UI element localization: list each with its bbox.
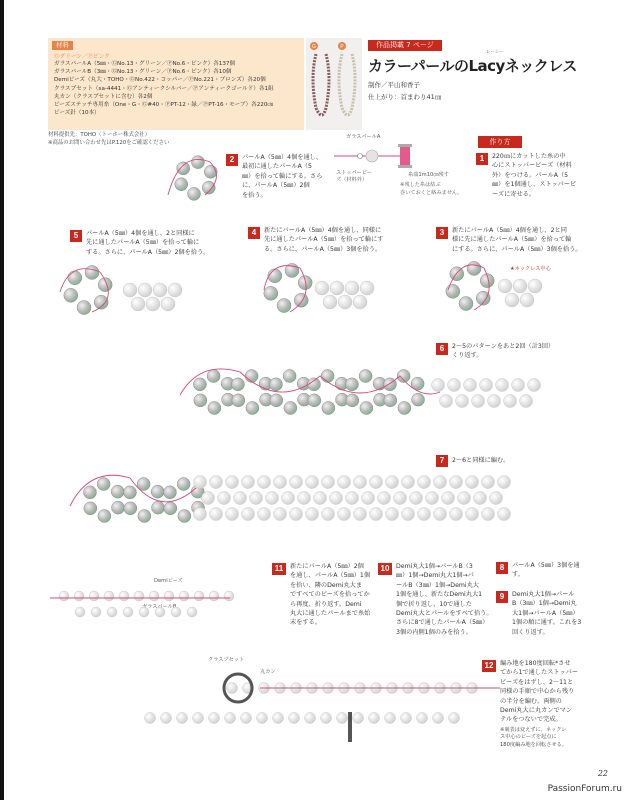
strung-bead [232,394,245,407]
loose-bead [498,476,511,489]
loose-bead [417,713,428,724]
materials-tag: 材料 [52,41,73,50]
loose-bead [466,476,479,489]
strung-bead [446,284,460,298]
loose-bead [432,379,445,392]
step-7-text: 2〜6と同様に編む。 [452,457,510,464]
loose-bead [323,295,337,309]
loose-bead [434,508,447,521]
page-number: 22 [597,769,608,778]
strung-bead [269,378,282,391]
strung-bead [111,485,124,498]
loose-bead [227,683,238,694]
strung-bead [277,299,291,313]
loose-bead [209,713,220,724]
step-number: 4 [248,227,260,239]
loose-bead [226,508,239,521]
strung-bead [152,501,165,514]
loose-bead [74,591,84,601]
loose-bead [449,713,460,724]
strung-bead [163,486,176,499]
loose-bead [490,492,503,505]
loose-bead [145,713,156,724]
step-2-text: パールA（5㎜）4個を通し、 最初に通したパールA（5 ㎜）を拾って輪にする。さら に、パールA（5㎜）2個 を拾う。 [242,154,323,199]
loose-bead [402,508,415,521]
step-number: 1 [476,153,488,165]
loose-bead [394,492,407,505]
loose-bead [257,713,268,724]
loose-bead [504,395,517,408]
step-12-text: 編み地を180度回転*させ てから1で通したストッパー ビーズをはずし、2〜11と 同様の手順で中心から残り の半分を編む。両側の Demi丸大に丸カンでマン テルをつないで完成。 [500,660,578,724]
strung-bead [270,394,283,407]
prep-label-stopper: ストッパービーズ（材料外） [336,170,372,183]
loose-bead [218,492,231,505]
strung-bead [208,401,221,414]
strung-bead [68,271,82,285]
strung-bead [308,394,321,407]
loose-bead [241,713,252,724]
loose-bead [410,492,423,505]
loose-bead [418,508,431,521]
loose-bead [322,508,335,521]
loose-bead [353,713,364,724]
strung-bead [123,486,136,499]
site-watermark: PassionForum.ru [547,784,622,794]
materials-variants: Ⓖグリーン／Ⓟピンク [54,54,110,60]
loose-bead [290,508,303,521]
strung-bead [322,401,335,414]
prep-label-note2: 巻いておくと絡みません。 [400,190,463,196]
loose-bead [440,395,453,408]
strung-bead [345,378,358,391]
photo-label-p: P [340,44,344,50]
step-4-text: 新たにパールA（5㎜）4個を通し、同様に 先に通したパールA（5㎜）を拾って輪にす る。さらに、パールA（5㎜）3個を拾う。 [264,227,384,253]
loose-bead [450,476,463,489]
loose-bead [498,279,512,293]
strung-bead [284,401,297,414]
page-title: カラーパールのLacyネックレス [368,57,577,75]
step-3-text: 新たにパールA（5㎜）4個を通し、2と同 様に先に通したパールA（5㎜）を拾って輪 にする。さらに、パールA（5㎜）3個を拾う。 [452,227,582,253]
strung-bead [294,293,308,307]
step-number: 11 [272,563,286,575]
loose-bead [482,476,495,489]
clasp-label: クラスプセット [208,657,245,663]
loose-bead [466,508,479,521]
step-1-text: 220㎝にカットした糸の中 心にストッパービーズ（材料 外）をつける。パールA（5 ㎜）を1個通し、ストッパービ ーズに寄せる。 [492,153,577,198]
material-line: ビーズ針（10本） [54,110,100,117]
loose-bead [179,591,189,601]
strung-bead [188,187,201,200]
loose-bead [346,492,359,505]
loose-bead [456,395,469,408]
loose-bead [210,476,223,489]
loose-bead [513,279,527,293]
strung-bead [97,478,110,491]
loose-bead [274,508,287,521]
loose-bead [202,492,215,505]
strung-bead [246,401,259,414]
loose-bead [250,492,263,505]
jump-ring-label: 丸カン [260,669,276,675]
loose-bead [520,395,533,408]
loose-bead [289,713,300,724]
loose-bead [119,591,129,601]
loose-bead [362,492,375,505]
prep-label-thread: 糸端1m10㎝残す [408,172,449,178]
strung-bead [193,378,206,391]
loose-bead [91,607,101,617]
clasp-bar-icon [348,712,352,742]
step-6-text: 2〜5のパターンをあと2回（計3回） くり返す。 [452,343,555,360]
demi-label: Demiビーズ [154,578,183,584]
loose-bead [370,476,383,489]
loose-bead [168,283,182,297]
strung-bead [177,478,190,491]
loose-bead [482,508,495,521]
strung-bead [264,286,278,300]
strung-bead [85,265,99,279]
title-ruby: レーシー [486,50,504,55]
strung-bead [164,502,177,515]
loose-bead [59,591,69,601]
loose-bead [89,591,99,601]
loose-bead [273,713,284,724]
strung-bead [194,394,207,407]
step-number: 10 [378,563,392,575]
loose-bead [402,476,415,489]
loose-bead [353,295,367,309]
loose-bead [498,508,511,521]
loose-bead [330,281,344,295]
materials-note: ※商品のお問い合わせ先はP.120をご確認ください [48,139,170,146]
loose-bead [306,476,319,489]
strung-bead [191,156,204,169]
loose-bead [155,607,165,617]
strung-bead [151,485,164,498]
loose-bead [146,297,160,311]
strung-bead [268,269,282,283]
loose-bead [224,591,234,601]
strung-bead [83,486,96,499]
step-number: 12 [482,660,496,672]
loose-bead [418,476,431,489]
loose-bead [360,281,374,295]
loose-bead [458,492,471,505]
loose-bead [194,508,207,521]
strung-bead [231,378,244,391]
loose-bead [448,379,461,392]
loose-bead [194,476,207,489]
loose-bead [187,607,197,617]
loose-bead [107,607,117,617]
loose-bead [528,279,542,293]
loose-bead [330,492,343,505]
strung-bead [207,370,220,383]
author: 制作／平山和香子 [368,81,420,89]
loose-bead [161,297,175,311]
loose-bead [104,591,114,601]
loose-bead [321,713,332,724]
loose-bead [433,713,444,724]
loose-bead [338,295,352,309]
loose-bead [512,379,525,392]
loose-bead [426,492,439,505]
step-11-text: 新たにパールA（5㎜）2個 を通し、パールA（5㎜）1個 を拾い、隣のDemi丸大ま ですべてのビーズを拾ってか ら再度、折り返す。Demi 丸大に通したパールまで糸始 末をする。 [290,563,371,627]
photo-label-g: G [312,44,316,50]
strung-bead [321,370,334,383]
strung-bead [459,297,473,311]
loose-bead [123,607,133,617]
loose-bead [131,297,145,311]
step-number: 3 [436,227,448,239]
strung-bead [383,378,396,391]
loose-bead [338,476,351,489]
strung-bead [283,370,296,383]
finished-size: 仕上がり：首まわり41㎝ [368,93,442,101]
loose-bead [306,508,319,521]
strung-bead [384,394,397,407]
step-number: 7 [436,455,448,467]
strung-bead [175,178,188,191]
loose-bead [194,591,204,601]
loose-bead [242,508,255,521]
loose-bead [282,492,295,505]
page-ref-tag: 作品掲載 7 ページ [368,40,442,51]
loose-bead [472,395,485,408]
loose-bead [210,508,223,521]
strung-bead [138,509,151,522]
loose-bead [401,713,412,724]
loose-bead [161,713,172,724]
loose-bead [123,283,137,297]
strung-bead [98,509,111,522]
loose-bead [193,713,204,724]
loose-bead [378,492,391,505]
loose-bead [134,591,144,601]
step-9-text: Demi丸大1個→パール B（3㎜）1個→Demi丸 大1個→パールA（5㎜） 1個の順に通す。これを3 回くり返す。 [512,591,582,636]
step-number: 2 [226,154,238,166]
strung-bead [202,181,215,194]
loose-bead [315,281,329,295]
loose-bead [322,476,335,489]
strung-bead [412,393,425,406]
material-line: ビーズステッチ専用糸（One・G・Ⓖ#40・ⓅPT-12・緑／ⓅPT-16・モーブ）各220㎝ [54,102,273,109]
strung-bead [307,378,320,391]
strung-bead [112,501,125,514]
material-line: ガラスパールB（3㎜・ⒼNo.13・グリーン／ⓅNo.6・ピンク）各10個 [54,69,232,76]
loose-bead [305,713,316,724]
necklace-center-label: ★ネックレス中心 [510,266,551,272]
loose-bead [258,476,271,489]
loose-bead [338,508,351,521]
material-line: ガラスパールA（5㎜・ⒼNo.13・グリーン／ⓅNo.6・ピンク）各137個 [54,61,236,67]
strung-bead [346,394,359,407]
loose-bead [242,476,255,489]
prep-label-note: ※残した糸は結ぶ [400,182,441,188]
loose-bead [138,283,152,297]
step-number: 6 [436,343,448,355]
loose-bead [488,395,501,408]
step-number: 9 [496,591,508,603]
loose-bead [496,379,509,392]
strung-bead [177,162,190,175]
loose-bead [171,607,181,617]
loose-bead [505,293,519,307]
strung-bead [64,288,78,302]
step-number: 8 [496,562,508,574]
step-10-text: Demi丸大1個→パールB（3 ㎜）1個→Demi丸大1個→パ ールB（3㎜）1個→Demi丸大 1個を通し、新たなDemi丸大1 個で折り返し、10で通した Demi丸大とパールをすべて拾う。 さらに8で通したパールA（5㎜） 3個の内側1個のみを拾う。 [396,563,493,636]
step-12-note: ※裏表は変えずに、ネックレ ス中心のビーズを起点に 180度編み地を回転させる。 [500,727,567,748]
strung-bead [245,370,258,383]
strung-bead [77,301,91,315]
loose-bead [386,508,399,521]
loose-bead [370,508,383,521]
loose-bead [442,492,455,505]
prep-label-pearl: ガラスパールA [346,134,381,140]
loose-bead [314,492,327,505]
loose-bead [164,591,174,601]
loose-bead [139,607,149,617]
step-5-text: パールA（5㎜）4個を通し、2と同様に 先に通したパールA（5㎜）を拾って輪に する。さらに、パールA（5㎜）2個を拾う。 [86,230,210,256]
loose-bead [369,713,380,724]
loose-bead [75,607,85,617]
loose-bead [450,508,463,521]
loose-bead [386,476,399,489]
loose-bead [234,492,247,505]
loose-bead [258,508,271,521]
strung-bead [360,401,373,414]
loose-bead [225,713,236,724]
loose-bead [226,476,239,489]
strung-bead [84,502,97,515]
loose-bead [149,591,159,601]
strung-bead [178,509,191,522]
material-line: 丸カン（クラスプセットに含む）各2個 [54,93,153,100]
strung-bead [124,502,137,515]
loose-bead [385,713,396,724]
strung-bead [204,165,217,178]
loose-bead [345,281,359,295]
loose-bead [464,379,477,392]
loose-bead [298,492,311,505]
strung-bead [467,261,481,275]
loose-bead [274,476,287,489]
loose-bead [209,591,219,601]
loose-bead [434,476,447,489]
strung-bead [359,370,372,383]
howto-tag: 作り方 [478,136,522,148]
loose-bead [266,492,279,505]
material-line: Demiビーズ（丸大・TOHO・ⒼNo.422・コッパー／ⓅNo.221・ブロンズ）各20個 [54,77,266,84]
loose-bead [177,713,188,724]
loose-bead [354,508,367,521]
material-line: クラスプセット（sa-4441・Ⓖアンティークシルバー／Ⓟアンティークゴールド）各1組 [54,85,274,92]
loose-bead [153,283,167,297]
loose-bead [528,379,541,392]
loose-bead [354,476,367,489]
loose-bead [520,293,534,307]
loose-bead [480,379,493,392]
step-number: 5 [70,230,82,242]
materials-note: 材料提供先：TOHO（トーホー株式会社） [48,132,151,138]
loose-bead [337,713,348,724]
strung-bead [398,401,411,414]
step-8-text: パールA（5㎜）3個を通 す。 [512,562,580,579]
loose-bead [290,476,303,489]
loose-bead [474,492,487,505]
